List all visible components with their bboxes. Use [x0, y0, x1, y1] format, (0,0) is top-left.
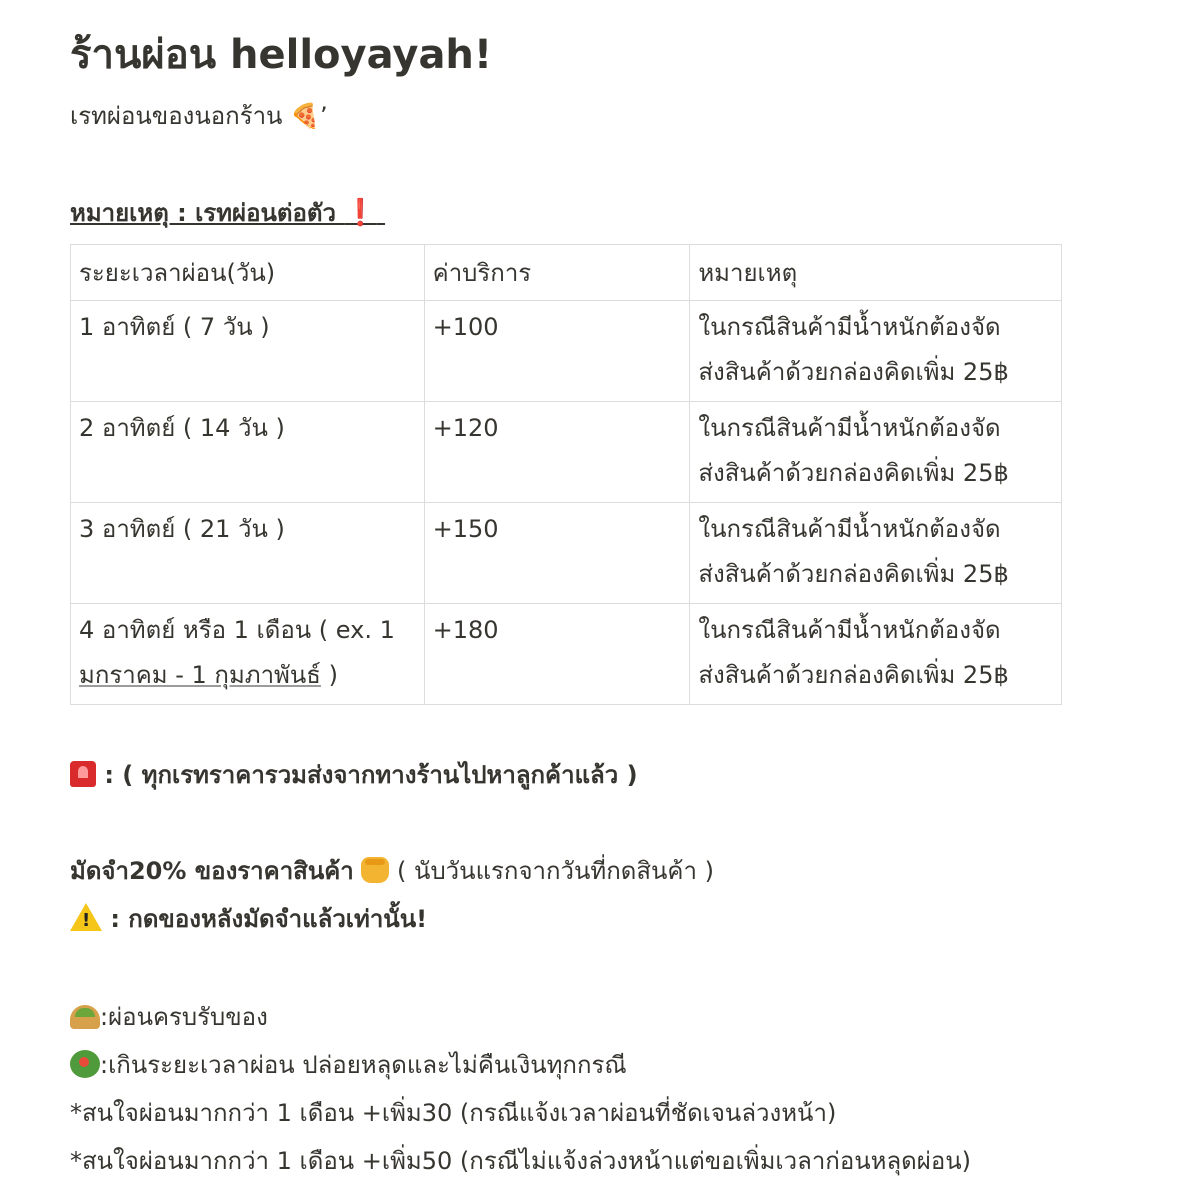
header-period: ระยะเวลาผ่อน(วัน) [71, 245, 425, 301]
table-row [71, 301, 1062, 402]
row-period-line [79, 653, 416, 698]
rates-table [70, 244, 1062, 705]
warning-line [70, 899, 427, 938]
subtitle [70, 96, 328, 135]
row-note-line: ในกรณีสินค้ามีน้ำหนักต้องจัด [698, 515, 1001, 543]
row-period: 2 อาทิตย์ ( 14 วัน ) [71, 402, 425, 503]
row-note-line: ส่งสินค้าด้วยกล่องคิดเพิ่ม 25฿ [698, 459, 1009, 487]
warning-text: : กดของหลังมัดจำแล้วเท่านั้น! [102, 905, 428, 933]
table-row [71, 604, 1062, 705]
row-note-line: ส่งสินค้าด้วยกล่องคิดเพิ่ม 25฿ [698, 560, 1009, 588]
table-row [71, 503, 1062, 604]
taco-icon [70, 1005, 100, 1029]
row-note-line: ส่งสินค้าด้วยกล่องคิดเพิ่ม 25฿ [698, 661, 1009, 689]
legend-item [70, 1045, 627, 1084]
deposit-bold-text: มัดจำ20% ของราคาสินค้า [70, 857, 354, 885]
row-note-line: ส่งสินค้าด้วยกล่องคิดเพิ่ม 25฿ [698, 358, 1009, 386]
row-note [690, 402, 1062, 503]
note-heading [70, 193, 385, 232]
exclamation-icon: ❗ [344, 198, 377, 228]
row-period-line: 4 อาทิตย์ หรือ 1 เดือน ( ex. 1 [79, 616, 395, 644]
siren-icon [70, 761, 96, 787]
row-note [690, 503, 1062, 604]
table-header-row [71, 245, 1062, 301]
deposit-line [70, 851, 714, 890]
extra-note: *สนใจผ่อนมากกว่า 1 เดือน +เพิ่ม30 (กรณีแจ้งเวลาผ่อนที่ชัดเจนล่วงหน้า) [70, 1099, 837, 1127]
row-period [71, 604, 425, 705]
row-note [690, 301, 1062, 402]
deposit-detail: ( นับวันแรกจากวันที่กดสินค้า ) [389, 857, 714, 885]
row-note-line: ในกรณีสินค้ามีน้ำหนักต้องจัด [698, 414, 1001, 442]
row-fee: +120 [424, 402, 690, 503]
subtitle-text: เรทผ่อนของนอกร้าน [70, 102, 283, 130]
row-period: 1 อาทิตย์ ( 7 วัน ) [71, 301, 425, 402]
shipping-note-text: : ( ทุกเรทราคารวมส่งจากทางร้านไปหาลูกค้าแล้ว ) [96, 761, 638, 789]
legend-text: :เกินระยะเวลาผ่อน ปล่อยหลุดและไม่คืนเงินทุกกรณี [100, 1051, 627, 1079]
honey-pot-icon [361, 857, 389, 883]
row-fee: +100 [424, 301, 690, 402]
date-range-text: มกราคม - 1 กุมภาพันธ์ [79, 661, 321, 689]
page-title: ร้านผ่อน helloyayah! [70, 32, 493, 78]
salad-icon [70, 1050, 100, 1078]
table-row [71, 402, 1062, 503]
note-heading-text: หมายเหตุ : เรทผ่อนต่อตัว [70, 199, 336, 227]
row-period: 3 อาทิตย์ ( 21 วัน ) [71, 503, 425, 604]
row-fee: +150 [424, 503, 690, 604]
header-note: หมายเหตุ [690, 245, 1062, 301]
warning-icon [70, 903, 102, 931]
legend-item [70, 997, 268, 1036]
header-fee: ค่าบริการ [424, 245, 690, 301]
row-fee: +180 [424, 604, 690, 705]
pizza-icon: 🍕 [290, 102, 320, 130]
row-note-line: ในกรณีสินค้ามีน้ำหนักต้องจัด [698, 313, 1001, 341]
extra-note: *สนใจผ่อนมากกว่า 1 เดือน +เพิ่ม50 (กรณีไม่แจ้งล่วงหน้าแต่ขอเพิ่มเวลาก่อนหลุดผ่อน) [70, 1147, 972, 1175]
subtitle-suffix: ’ [320, 102, 328, 130]
row-note-line: ในกรณีสินค้ามีน้ำหนักต้องจัด [698, 616, 1001, 644]
row-note [690, 604, 1062, 705]
row-period-suffix: ) [320, 661, 338, 689]
shipping-note [70, 755, 638, 794]
legend-text: :ผ่อนครบรับของ [100, 1003, 268, 1031]
